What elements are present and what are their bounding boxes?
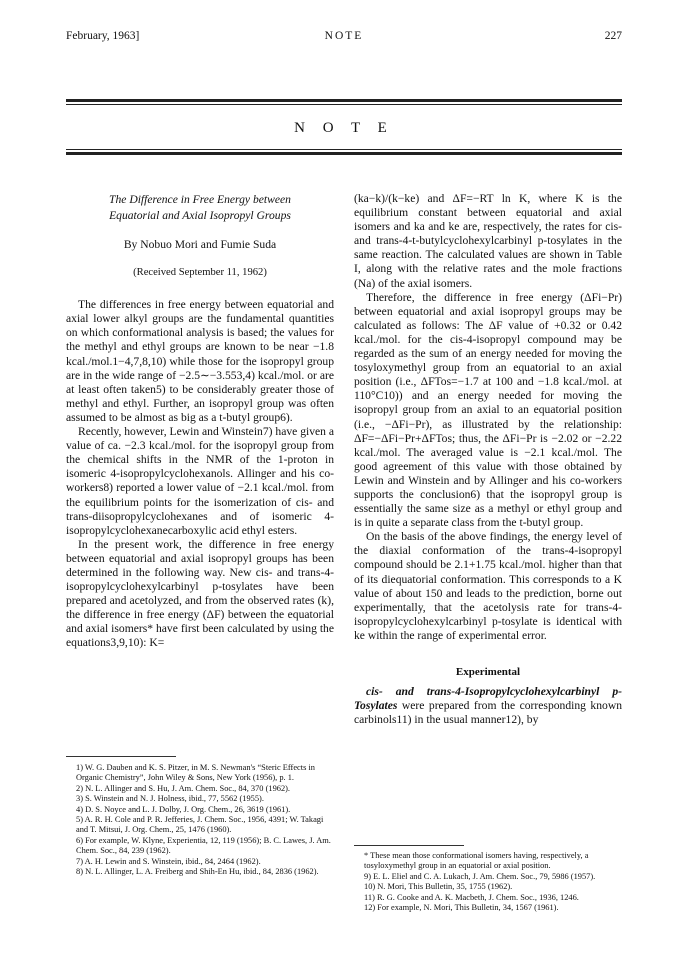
running-head-date: February, 1963] (66, 30, 140, 42)
footnote-6: 6) For example, W. Klyne, Experientia, 12, 119 (1956); B. C. Lawes, J. Am. Chem. Soc., 84, 239 (1962). (76, 835, 331, 856)
experimental-subheading: cis- and trans-4-Isopropylcyclohexylcarbinyl p-Tosylates (354, 685, 622, 713)
article-title (66, 192, 334, 224)
footnote-separator-right (354, 845, 464, 846)
running-head (66, 30, 622, 48)
section-heading-experimental: Experimental (455, 666, 521, 678)
top-thin-rule (66, 104, 622, 105)
running-head-section: NOTE (324, 30, 364, 42)
paragraph-intro: The differences in free energy between equatorial and axial lower alkyl groups are the fundamental quantities on which conformational analysis is based; the values for the methyl and ethyl groups are known to be near −1.8 kcal./mol.1−4,7,8,10) while those for the isopropyl group are in the wide range of −2.5∼−3.553,4) kcal./mol. or are at least often taken5) to be considerably greater those of methyl and ethyl. Further, an isopropyl group was often assumed to be almost as big as a t-butyl group6). (66, 298, 334, 424)
paragraph-calculation: Therefore, the difference in free energy (ΔFi−Pr) between equatorial and axial isopropyl groups may be calculated as follows: The ΔF value of +0.32 or 0.42 kcal./mol. for the cis-4-isopropyl compound may be regarded as the sum of an energy needed for moving the tosyloxymethyl group from an equatorial to an axial position (i.e., ΔFTos=−1.7 at 100 and −1.8 kcal./mol. at 110°C10)) and an energy needed for moving the isopropyl group from an axial to an equatorial position (i.e., −ΔFi−Pr), as illustrated by the relationship: ΔF=−ΔFi−Pr+ΔFTos; thus, the ΔFi−Pr is −2.02 or −2.22 kcal./mol. The averaged value is −2.1 kcal./mol. The good agreement of this value with those obtained by Lewin and Winstein and by Allinger and his co-workers supports the conclusion6) that the isopropyl group is essentially the same size as a methyl or ethyl group and is in quite a separate class from the t-butyl group. (354, 290, 622, 530)
footnote-separator-left (66, 756, 176, 757)
footnote-9: 9) E. L. Eliel and C. A. Lukach, J. Am. Chem. Soc., 79, 5986 (1957). (364, 871, 596, 881)
footnote-8: 8) N. L. Allinger, L. A. Freiberg and Shih-En Hu, ibid., 84, 2836 (1962). (76, 867, 319, 877)
bottom-thick-rule (66, 152, 622, 155)
footnote-7: 7) A. H. Lewin and S. Winstein, ibid., 84, 2464 (1962). (76, 856, 261, 866)
footnote-11: 11) R. G. Cooke and A. K. Macbeth, J. Chem. Soc., 1936, 1246. (364, 892, 579, 902)
paragraph-experimental (354, 685, 622, 727)
footnote-12: 12) For example, N. Mori, This Bulletin, 34, 1567 (1961). (364, 903, 559, 913)
article-title-line-1: The Difference in Free Energy between (109, 193, 291, 206)
footnote-5: 5) A. R. H. Cole and P. R. Jefferies, J. Chem. Soc., 1956, 4391; W. Takagi and T. Mitsui, J. Org. Chem., 25, 1476 (1960). (76, 815, 324, 835)
footnote-3: 3) S. Winstein and N. J. Holness, ibid., 77, 5562 (1955). (76, 794, 264, 804)
paragraph-recent-work: Recently, however, Lewin and Winstein7) have given a value of ca. −2.3 kcal./mol. for the isopropyl group from the chemical shifts in the NMR of the 1-proton in isomeric 4-isopropylcyclohexanols. Allinger and his co-workers8) reported a lower value of −2.1 kcal./mol. from the equilibrium points for the isomerization of cis- and trans-diisopropylcyclohexanes and of isomeric 4-isopropylcyclohexanecarboxylic acid ethyl esters. (66, 425, 334, 537)
article-title-line-2: Equatorial and Axial Isopropyl Groups (109, 209, 291, 222)
page-number: 227 (604, 30, 622, 42)
footnote-10: 10) N. Mori, This Bulletin, 35, 1755 (1962). (364, 882, 513, 892)
footnote-2: 2) N. L. Allinger and S. Hu, J. Am. Chem. Soc., 84, 370 (1962). (76, 783, 291, 793)
paragraph-equations: (ka−k)/(k−ke) and ΔF=−RT ln K, where K is the equilibrium constant between equatorial and axial isomers and ka and ke are, respectively, the rates for cis- and trans-4-t-butylcyclohexylcarbinyl p-tosylates in the same reaction. The calculated values are shown in Table I, along with the relative rates and the mole fractions (Na) of the axial isomers. (354, 192, 622, 290)
footnote-4: 4) D. S. Noyce and L. J. Dolby, J. Org. Chem., 26, 3619 (1961). (76, 804, 291, 814)
section-title: N O T E (294, 120, 394, 136)
footnotes-right (354, 851, 622, 913)
bottom-thin-rule (66, 149, 622, 150)
footnote-star: * These mean those conformational isomers having, respectively, a tosyloxymethyl group in an equatorial or axial position. (364, 851, 589, 871)
received-date: (Received September 11, 1962) (133, 267, 267, 279)
left-column (66, 192, 334, 651)
paragraph-findings: On the basis of the above findings, the energy level of the diaxial conformation of the trans-4-isopropyl compound should be 2.1+1.75 kcal./mol. higher than that of its diequatorial conformation. This corresponds to a K value of about 150 and leads to the prediction, borne out experimentally, that the acetolysis rate for trans-4-isopropylcyclohexylcarbinyl p-tosylate is identical with ke within the range of experimental error. (354, 530, 622, 642)
footnote-1: 1) W. G. Dauben and K. S. Pitzer, in M. S. Newman's “Steric Effects in Organic Chemistry”, John Wiley & Sons, New York (1956), p. 1. (76, 763, 315, 783)
article-authors: By Nobuo Mori and Fumie Suda (123, 238, 277, 251)
experimental-text: were prepared from the corresponding known carbinols11) in the usual manner12), by (354, 699, 622, 727)
top-thick-rule (66, 99, 622, 102)
footnotes-left (66, 763, 334, 877)
right-column (354, 192, 622, 727)
paragraph-present-work: In the present work, the difference in free energy between equatorial and axial isopropyl groups has been determined in the following way. New cis- and trans-4-isopropylcyclohexylcarbinyl p-tosylates have been prepared and acetolyzed, and from the observed rates (k), the difference in free energy (ΔF) between the equatorial and axial isomers* have first been calculated by using the equations3,9,10): K= (66, 537, 334, 650)
